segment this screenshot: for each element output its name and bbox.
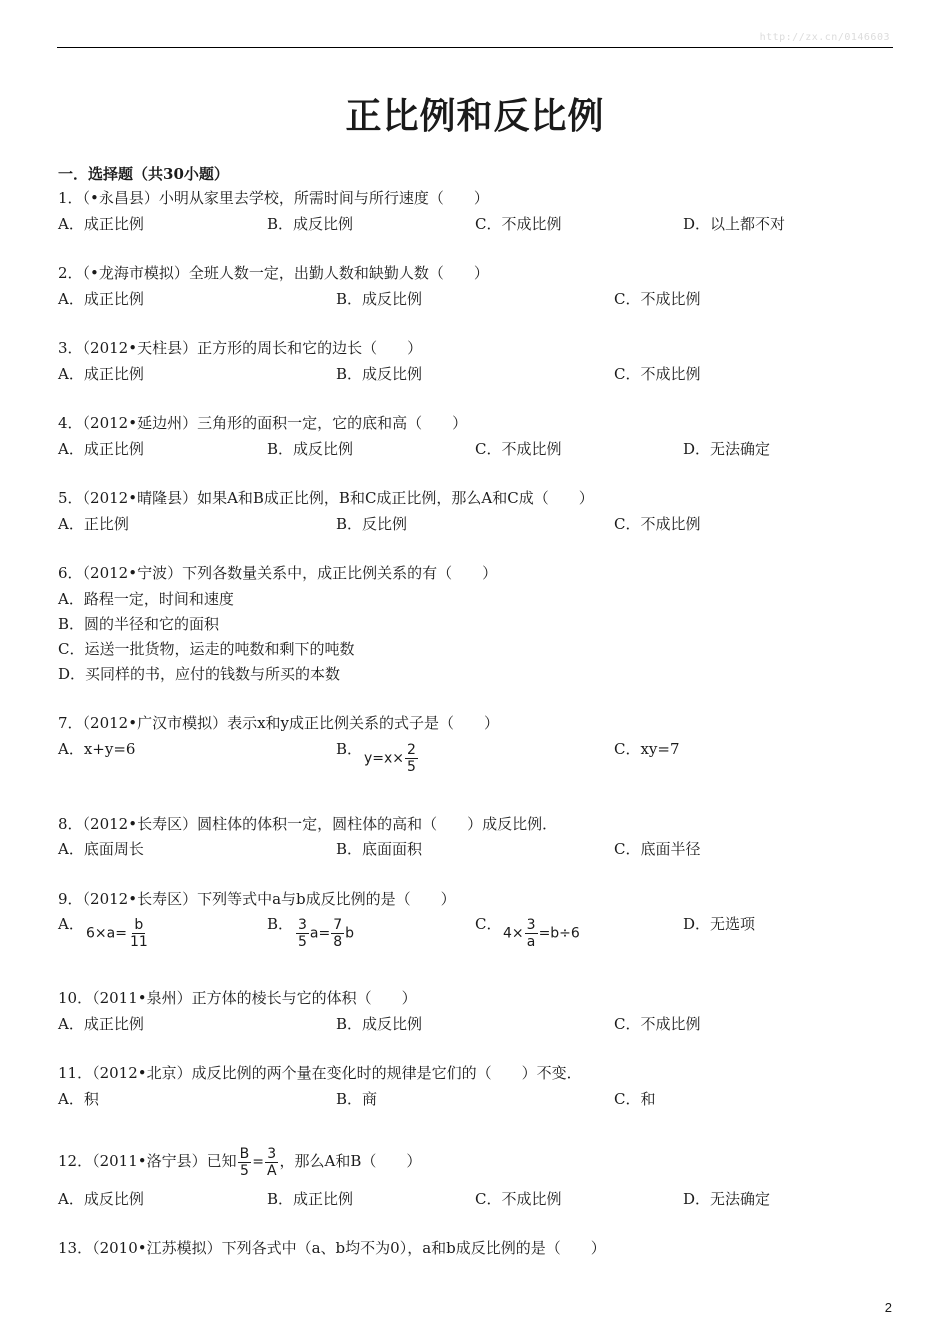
q4-option-d: D．无法确定 — [683, 440, 771, 458]
page-number: 2 — [884, 1300, 892, 1315]
q5-option-a: A．正比例 — [58, 515, 129, 533]
watermark: http://zx.cn/0146603 — [759, 32, 890, 43]
formula-text: y=x× — [364, 750, 405, 767]
q8-option-c: C．底面半径 — [614, 840, 701, 858]
q4-option-c: C．不成比例 — [475, 440, 562, 458]
question-13: 13．（2010•江苏模拟）下列各式中（a、b均不为0），a和b成反比例的是（ ） — [58, 1239, 606, 1257]
q12-stem-prefix: 12．（2011•洛宁县）已知 — [58, 1152, 237, 1170]
formula-text: 4× — [503, 925, 524, 942]
q6-option-d: D．买同样的书，应付的钱数与所买的本数 — [58, 665, 341, 683]
q9-option-b-formula — [295, 917, 354, 950]
fraction — [331, 917, 344, 950]
q3-option-a: A．成正比例 — [58, 365, 144, 383]
denominator: 5 — [239, 1162, 249, 1179]
question-4: 4．（2012•延边州）三角形的面积一定，它的底和高（ ） — [58, 414, 468, 432]
q2-option-a: A．成正比例 — [58, 290, 144, 308]
q2-option-c: C．不成比例 — [614, 290, 701, 308]
q8-option-a: A．底面周长 — [58, 840, 144, 858]
q11-option-a: A．积 — [58, 1090, 99, 1108]
denominator: A — [266, 1162, 277, 1179]
numerator: 2 — [407, 742, 416, 758]
denominator: 11 — [129, 934, 148, 950]
q2-option-b: B．成反比例 — [336, 290, 423, 308]
numerator: 3 — [267, 1145, 277, 1162]
numerator: 3 — [298, 917, 307, 933]
q7-option-b-formula — [364, 742, 419, 775]
q11-option-c: C．和 — [614, 1090, 656, 1108]
denominator: 5 — [298, 934, 307, 950]
q7-option-b-label: B． — [336, 740, 363, 758]
q1-option-b: B．成反比例 — [267, 215, 354, 233]
formula-text: b — [345, 925, 355, 942]
q9-option-b-label: B． — [267, 915, 294, 933]
q5-option-b: B．反比例 — [336, 515, 408, 533]
q1-option-c: C．不成比例 — [475, 215, 562, 233]
q12-stem-suffix: ，那么A和B（ ） — [279, 1152, 422, 1170]
question-2: 2．（•龙海市模拟）全班人数一定，出勤人数和缺勤人数（ ） — [58, 264, 489, 282]
question-11: 11．（2012•北京）成反比例的两个量在变化时的规律是它们的（ ）不变． — [58, 1064, 582, 1082]
q9-option-c-label: C． — [475, 915, 502, 933]
numerator: b — [134, 917, 144, 933]
fraction — [296, 917, 309, 950]
question-12 — [58, 1144, 910, 1179]
question-5: 5．（2012•晴隆县）如果A和B成正比例，B和C成正比例，那么A和C成（ ） — [58, 489, 594, 507]
q7-option-c: C．xy=7 — [614, 740, 680, 758]
denominator: 5 — [407, 759, 416, 775]
equals-sign: = — [252, 1154, 264, 1170]
numerator: B — [239, 1145, 250, 1162]
question-6: 6．（2012•宁波）下列各数量关系中，成正比例关系的有（ ） — [58, 564, 498, 582]
q10-option-c: C．不成比例 — [614, 1015, 701, 1033]
question-3: 3．（2012•天柱县）正方形的周长和它的边长（ ） — [58, 339, 423, 357]
question-10: 10．（2011•泉州）正方体的棱长与它的体积（ ） — [58, 989, 417, 1007]
q12-option-d: D．无法确定 — [683, 1190, 771, 1208]
q6-option-c: C．运送一批货物，运走的吨数和剩下的吨数 — [58, 640, 355, 658]
q12-option-b: B．成正比例 — [267, 1190, 354, 1208]
q12-option-a: A．成反比例 — [58, 1190, 144, 1208]
q7-option-a: A．x+y=6 — [58, 740, 136, 758]
fraction — [265, 1146, 279, 1179]
section-heading: 一．选择题（共30小题） — [58, 165, 229, 183]
q11-option-b: B．商 — [336, 1090, 378, 1108]
question-9: 9．（2012•长寿区）下列等式中a与b成反比例的是（ ） — [58, 890, 456, 908]
q6-option-a: A．路程一定，时间和速度 — [58, 590, 234, 608]
q4-option-b: B．成反比例 — [267, 440, 354, 458]
numerator: 3 — [526, 917, 536, 933]
formula-text: 6×a= — [86, 925, 127, 942]
q4-option-a: A．成正比例 — [58, 440, 144, 458]
denominator: 8 — [333, 934, 343, 950]
q9-option-a-formula — [86, 917, 151, 950]
q6-option-b: B．圆的半径和它的面积 — [58, 615, 220, 633]
formula-text: a= — [309, 925, 331, 942]
question-8: 8．（2012•长寿区）圆柱体的体积一定，圆柱体的高和（ ）成反比例． — [58, 815, 558, 833]
q9-option-d: D．无选项 — [683, 915, 756, 933]
fraction — [405, 742, 418, 775]
fraction — [128, 917, 150, 950]
q3-option-b: B．成反比例 — [336, 365, 423, 383]
q12-option-c: C．不成比例 — [475, 1190, 562, 1208]
header-rule — [57, 47, 893, 48]
denominator: a — [526, 934, 536, 950]
formula-text: =b÷6 — [538, 925, 580, 942]
q5-option-c: C．不成比例 — [614, 515, 701, 533]
q10-option-a: A．成正比例 — [58, 1015, 144, 1033]
q9-option-a-label: A． — [58, 915, 84, 933]
q9-option-c-formula — [503, 917, 580, 950]
q1-option-d: D．以上都不对 — [683, 215, 786, 233]
q8-option-b: B．底面面积 — [336, 840, 423, 858]
question-7: 7．（2012•广汉市模拟）表示x和y成正比例关系的式子是（ ） — [58, 714, 500, 732]
fraction — [525, 917, 538, 950]
page-title: 正比例和反比例 — [345, 96, 605, 137]
question-1: 1．（•永昌县）小明从家里去学校，所需时间与所行速度（ ） — [58, 189, 489, 207]
q10-option-b: B．成反比例 — [336, 1015, 423, 1033]
q3-option-c: C．不成比例 — [614, 365, 701, 383]
fraction — [238, 1146, 252, 1179]
q1-option-a: A．成正比例 — [58, 215, 144, 233]
numerator: 7 — [333, 917, 343, 933]
